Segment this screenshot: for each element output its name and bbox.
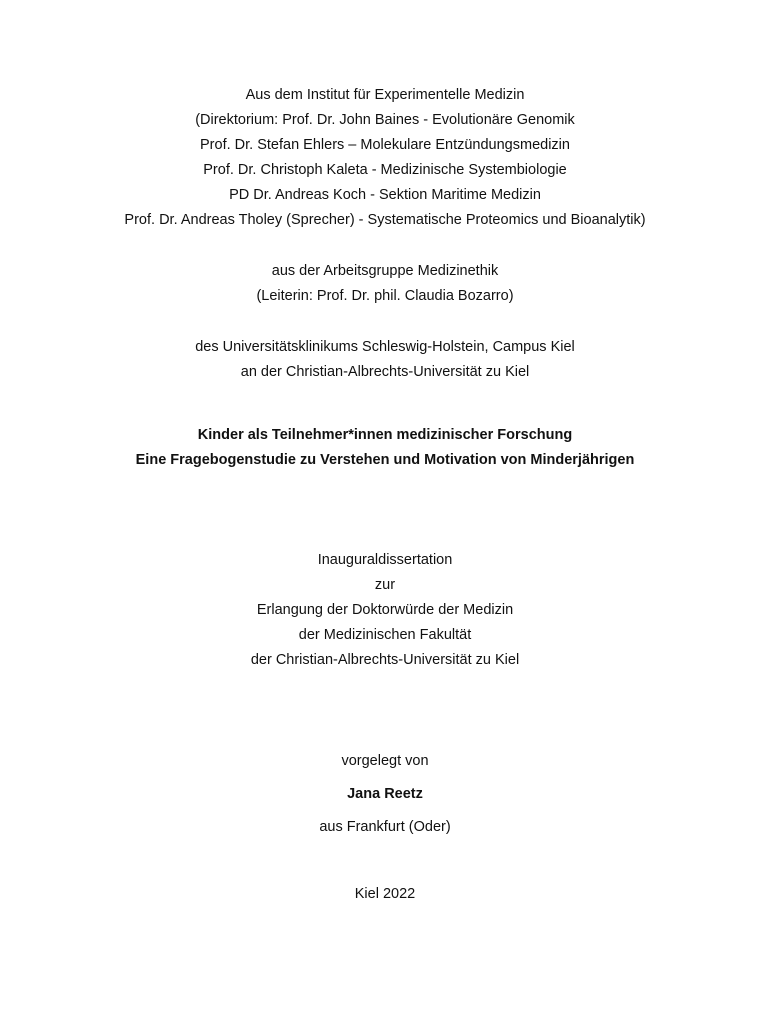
institute-line: Prof. Dr. Christoph Kaleta - Medizinische Systembiologie	[203, 162, 567, 178]
dissertation-line: Erlangung der Doktorwürde der Medizin	[256, 602, 514, 618]
dissertation-line: zur	[374, 577, 396, 593]
workgroup-line: aus der Arbeitsgruppe Medizinethik	[271, 263, 499, 279]
institute-line: (Direktorium: Prof. Dr. John Baines - Evolutionäre Genomik	[195, 112, 575, 128]
clinic-line: an der Christian-Albrechts-Universität zu Kiel	[240, 364, 530, 380]
dissertation-line: der Medizinischen Fakultät	[298, 627, 472, 643]
dissertation-line: der Christian-Albrechts-Universität zu Kiel	[250, 652, 520, 668]
dissertation-line: Inauguraldissertation	[317, 552, 453, 568]
thesis-subtitle: Eine Fragebogenstudie zu Verstehen und Motivation von Minderjährigen	[135, 452, 635, 468]
institute-line: Prof. Dr. Stefan Ehlers – Molekulare Entzündungsmedizin	[200, 137, 570, 153]
institute-line: Aus dem Institut für Experimentelle Medizin	[245, 87, 525, 103]
clinic-line: des Universitätsklinikums Schleswig-Holstein, Campus Kiel	[195, 339, 575, 355]
author-origin: aus Frankfurt (Oder)	[319, 819, 451, 835]
institute-line: PD Dr. Andreas Koch - Sektion Maritime Medizin	[229, 187, 541, 203]
place-date: Kiel 2022	[354, 886, 416, 902]
thesis-title: Kinder als Teilnehmer*innen medizinischer Forschung	[197, 427, 573, 443]
presented-by: vorgelegt von	[341, 753, 429, 769]
institute-line: Prof. Dr. Andreas Tholey (Sprecher) - Systematische Proteomics und Bioanalytik)	[124, 212, 646, 228]
workgroup-line: (Leiterin: Prof. Dr. phil. Claudia Bozarro)	[256, 288, 514, 304]
author-name: Jana Reetz	[347, 786, 423, 802]
